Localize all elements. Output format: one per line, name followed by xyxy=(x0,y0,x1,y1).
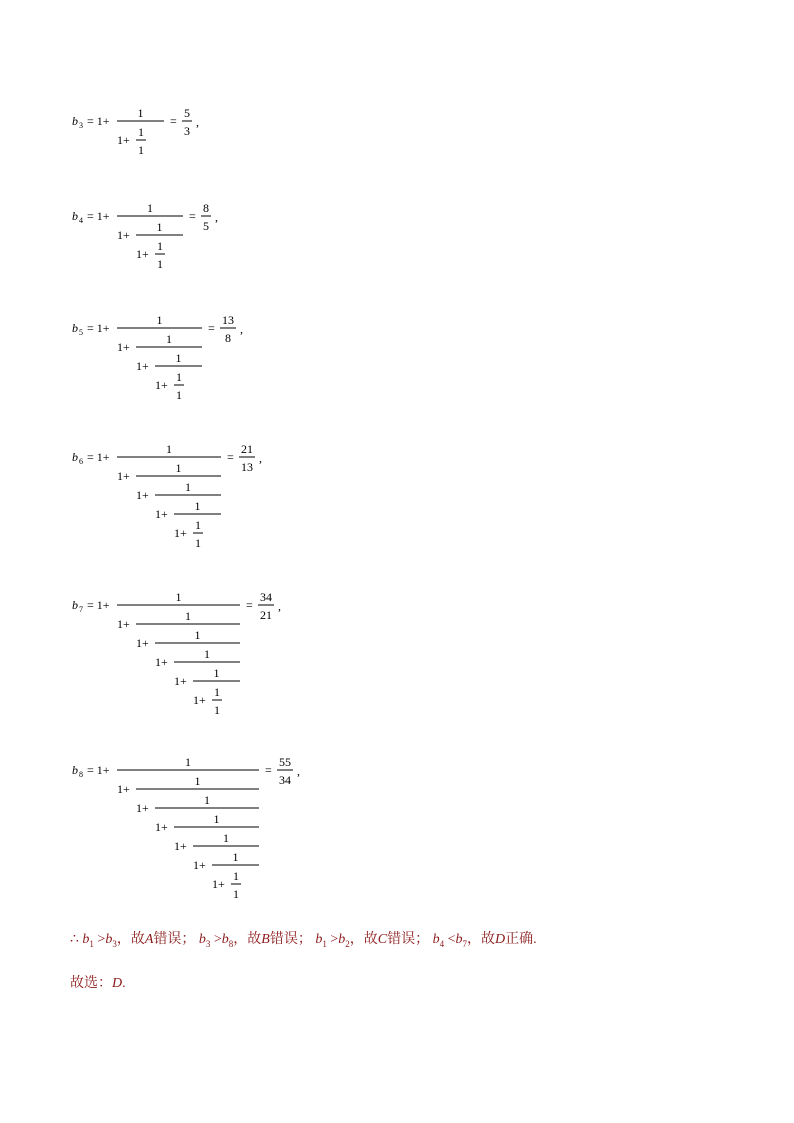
numerator-one: 1 xyxy=(185,609,191,623)
result-numerator: 5 xyxy=(184,106,190,120)
equals-sign: = xyxy=(208,321,215,335)
one-plus: 1+ xyxy=(174,674,187,688)
comparison-4: $b_4 <b_7$ xyxy=(432,932,468,949)
numerator-one: 1 xyxy=(185,755,191,769)
one-plus: 1+ xyxy=(155,378,168,392)
equation-b8 xyxy=(72,747,332,915)
numerator-one: 1 xyxy=(194,499,201,513)
variable-b: b xyxy=(72,114,78,128)
subscript: 5 xyxy=(79,328,83,337)
one-plus: 1+ xyxy=(174,526,187,540)
one-plus: 1+ xyxy=(136,359,149,373)
equals-one-plus: = 1+ xyxy=(87,763,110,777)
denominator-one: 1 xyxy=(157,257,163,271)
denominator-one: 1 xyxy=(233,887,239,901)
numerator-one: 1 xyxy=(204,647,210,661)
equals-one-plus: = 1+ xyxy=(87,209,110,223)
result-denominator: 34 xyxy=(279,773,291,787)
one-plus: 1+ xyxy=(193,858,206,872)
numerator-one: 1 xyxy=(195,518,201,532)
one-plus: 1+ xyxy=(117,228,130,242)
one-plus: 1+ xyxy=(136,488,149,502)
one-plus: 1+ xyxy=(117,340,130,354)
one-plus: 1+ xyxy=(193,693,206,707)
equation-b7 xyxy=(72,582,332,731)
comma: , xyxy=(259,451,262,465)
equation-b3 xyxy=(72,98,332,171)
one-plus: 1+ xyxy=(117,133,130,147)
comma: , xyxy=(196,115,199,129)
one-plus: 1+ xyxy=(155,507,168,521)
result-denominator: 5 xyxy=(203,219,209,233)
equation-b4 xyxy=(72,193,332,285)
comma: , xyxy=(297,764,300,778)
denominator-one: 1 xyxy=(214,703,220,717)
one-plus: 1+ xyxy=(155,655,168,669)
variable-b: b xyxy=(72,763,78,777)
equals-sign: = xyxy=(265,763,272,777)
result-numerator: 34 xyxy=(260,590,272,604)
numerator-one: 1 xyxy=(157,239,163,253)
numerator-one: 1 xyxy=(176,370,182,384)
numerator-one: 1 xyxy=(204,793,210,807)
answer-suffix: . xyxy=(122,976,126,991)
one-plus: 1+ xyxy=(136,636,149,650)
result-denominator: 3 xyxy=(184,124,190,138)
numerator-one: 1 xyxy=(156,220,163,234)
comparison-1: $b_1 >b_3$ xyxy=(82,932,117,949)
numerator-one: 1 xyxy=(214,685,220,699)
one-plus: 1+ xyxy=(155,820,168,834)
equals-sign: = xyxy=(246,598,253,612)
numerator-one: 1 xyxy=(175,351,182,365)
numerator-one: 1 xyxy=(213,812,220,826)
subscript: 3 xyxy=(79,121,83,130)
comparison-2: $b_3 >b_8$ xyxy=(198,932,234,949)
one-plus: 1+ xyxy=(117,782,130,796)
numerator-one: 1 xyxy=(194,774,201,788)
equals-sign: = xyxy=(227,450,234,464)
one-plus: 1+ xyxy=(136,801,149,815)
subscript: 4 xyxy=(79,216,83,225)
equation-b5 xyxy=(72,305,332,416)
subscript: 6 xyxy=(79,457,83,466)
subscript: 7 xyxy=(79,605,83,614)
equals-one-plus: = 1+ xyxy=(87,321,110,335)
equals-one-plus: = 1+ xyxy=(87,450,110,464)
comma: , xyxy=(215,210,218,224)
one-plus: 1+ xyxy=(136,247,149,261)
equals-one-plus: = 1+ xyxy=(87,598,110,612)
numerator-one: 1 xyxy=(223,831,229,845)
conclusion-line: ∴ $b_1 >b_3$，故A错误； $b_3 >b_8$，故B错误； $b_1 >b_2$，故C错误； $b_4 <b_7$，故D正确. xyxy=(70,932,537,949)
therefore-symbol: ∴ xyxy=(70,932,79,947)
choice-c: C xyxy=(377,932,388,947)
numerator-one: 1 xyxy=(166,332,172,346)
numerator-one: 1 xyxy=(213,666,220,680)
choice-a: A xyxy=(144,932,154,947)
comma: , xyxy=(278,599,281,613)
numerator-one: 1 xyxy=(175,590,182,604)
result-numerator: 55 xyxy=(279,755,291,769)
numerator-one: 1 xyxy=(137,106,144,120)
choice-d: D xyxy=(495,932,506,947)
variable-b: b xyxy=(72,598,78,612)
numerator-one: 1 xyxy=(175,461,182,475)
result-numerator: 21 xyxy=(241,442,253,456)
equals-one-plus: = 1+ xyxy=(87,114,110,128)
final-answer xyxy=(70,972,126,992)
answer-choice: D xyxy=(112,976,123,991)
result-numerator: 13 xyxy=(222,313,234,327)
denominator-one: 1 xyxy=(176,388,182,402)
subscript: 8 xyxy=(79,770,83,779)
numerator-one: 1 xyxy=(156,313,163,327)
result-numerator: 8 xyxy=(203,201,209,215)
one-plus: 1+ xyxy=(174,839,187,853)
numerator-one: 1 xyxy=(194,628,201,642)
one-plus: 1+ xyxy=(117,469,130,483)
result-denominator: 13 xyxy=(241,460,253,474)
variable-b: b xyxy=(72,209,78,223)
numerator-one: 1 xyxy=(166,442,172,456)
one-plus: 1+ xyxy=(212,877,225,891)
numerator-one: 1 xyxy=(185,480,191,494)
result-denominator: 8 xyxy=(225,331,231,345)
result-denominator: 21 xyxy=(260,608,272,622)
denominator-one: 1 xyxy=(138,143,144,157)
numerator-one: 1 xyxy=(147,201,153,215)
numerator-one: 1 xyxy=(232,850,239,864)
numerator-one: 1 xyxy=(138,125,144,139)
variable-b: b xyxy=(72,321,78,335)
equals-sign: = xyxy=(170,114,177,128)
variable-b: b xyxy=(72,450,78,464)
comma: , xyxy=(240,322,243,336)
comparison-3: $b_1 >b_2$ xyxy=(315,932,350,949)
answer-prefix: 故选： xyxy=(70,976,112,991)
equals-sign: = xyxy=(189,209,196,223)
choice-b: B xyxy=(261,932,270,947)
denominator-one: 1 xyxy=(195,536,201,550)
equation-b6 xyxy=(72,434,332,564)
one-plus: 1+ xyxy=(117,617,130,631)
numerator-one: 1 xyxy=(233,869,239,883)
